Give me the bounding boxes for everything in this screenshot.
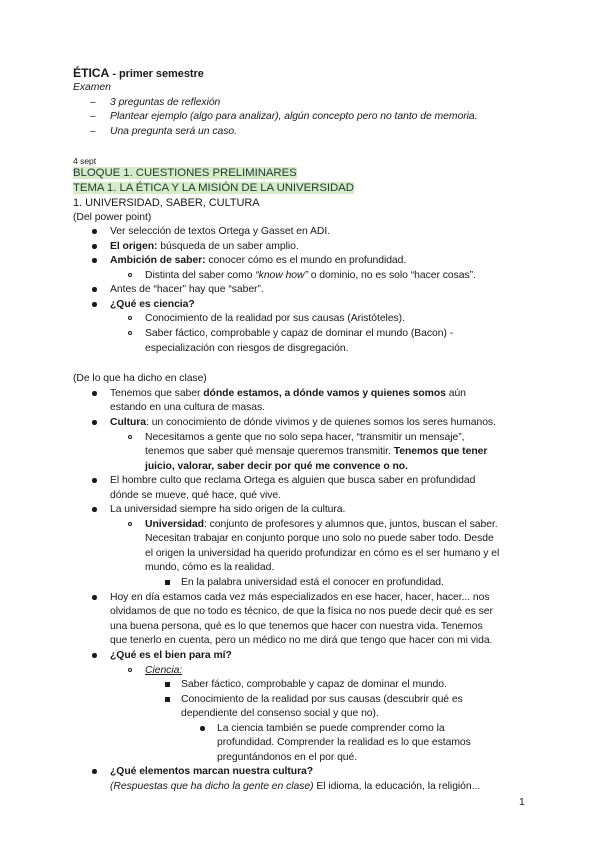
clase-subsubbullet: Saber fáctico, comprobable y capaz de dominar el mundo. <box>181 679 447 690</box>
bullet-dot <box>92 769 97 774</box>
bullet-dot <box>92 507 97 512</box>
bullet-circle <box>128 435 132 439</box>
section-heading: 1. UNIVERSIDAD, SABER, CULTURA <box>73 197 260 209</box>
ppt-subbullet: Conocimiento de la realidad por sus causas (Aristóteles). <box>145 313 405 324</box>
page-number: 1 <box>519 797 525 808</box>
bullet-dot <box>92 302 97 307</box>
bloque-heading: BLOQUE 1. CUESTIONES PRELIMINARES <box>73 167 297 179</box>
clase-subbullet: Ciencia: <box>145 665 183 676</box>
clase-bullet: Tenemos que saber dónde estamos, a dónde vamos y quienes somos aún <box>110 388 466 399</box>
clase-bullet: La universidad siempre ha sido origen de la cultura. <box>110 504 346 515</box>
ppt-label: (Del power point) <box>73 212 152 223</box>
document-title: ÉTICA - primer semestre <box>73 66 204 80</box>
bullet-dot <box>92 420 97 425</box>
clase-subbullet-cont: juicio, valorar, saber decir por qué me convence o no. <box>145 461 408 472</box>
ppt-bullet: Ambición de saber: conocer cómo es el mundo en profundidad. <box>110 255 407 266</box>
exam-item: 3 preguntas de reflexión <box>110 97 221 108</box>
clase-subbullet-cont: tenemos que saber qué mensaje queremos transmitir. Tenemos que tener <box>145 446 488 457</box>
clase-bullet-cont: olvidamos de que no todo es técnico, de que la física no nos puede decir qué es ser <box>110 606 493 617</box>
bullet-dot <box>200 726 205 731</box>
clase-bullet-cont: estando en una cultura de masas. <box>110 402 265 413</box>
tema-heading: TEMA 1. LA ÉTICA Y LA MISIÓN DE LA UNIVERSIDAD <box>73 182 354 194</box>
bullet-circle <box>128 316 132 320</box>
bullet-circle <box>128 331 132 335</box>
dash-marker: – <box>90 97 96 108</box>
exam-item: Una pregunta será un caso. <box>110 126 237 137</box>
date-label: 4 sept <box>73 156 97 166</box>
clase-bullet-cont: (Respuestas que ha dicho la gente en clase) El idioma, la educación, la religión... <box>110 781 481 792</box>
ppt-bullet: Ver selección de textos Ortega y Gasset en ADI. <box>110 226 331 237</box>
ppt-subbullet: Saber fáctico, comprobable y capaz de dominar el mundo (Bacon) - <box>145 328 454 339</box>
bullet-dot <box>92 478 97 483</box>
dash-marker: – <box>90 126 96 137</box>
bullet-circle <box>128 522 132 526</box>
clase-label: (De lo que ha dicho en clase) <box>73 373 207 384</box>
ppt-subbullet-cont: especialización con riesgos de disgregación. <box>145 343 349 354</box>
ppt-bullet: El origen: búsqueda de un saber amplio. <box>110 241 299 252</box>
clase-bullet: Hoy en día estamos cada vez más especializados en ese hacer, hacer, hacer... nos <box>110 592 490 603</box>
bullet-circle <box>128 273 132 277</box>
bullet-dot <box>92 653 97 658</box>
bullet-dot <box>92 287 97 292</box>
clase-bullet: El hombre culto que reclama Ortega es alguien que busca saber en profundidad <box>110 475 476 486</box>
ppt-bullet: Antes de “hacer” hay que “saber”. <box>110 284 264 295</box>
bullet-dot <box>92 391 97 396</box>
ppt-bullet: ¿Qué es ciencia? <box>110 299 195 310</box>
clase-bullet: Cultura: un conocimiento de dónde vivimos y de quienes somos los seres humanos. <box>110 417 496 428</box>
clase-bullet-cont: dónde se mueve, qué hace, qué vive. <box>110 490 281 501</box>
bullet-dot <box>92 244 97 249</box>
clase-bullet: ¿Qué es el bien para mí? <box>110 650 232 661</box>
bullet-circle <box>128 668 132 672</box>
bullet-dot <box>92 258 97 263</box>
dash-marker: – <box>90 111 96 122</box>
clase-subbullet-cont: mundo, cómo es la realidad. <box>145 562 275 573</box>
exam-label: Examen <box>73 82 111 93</box>
clase-subsubbullet: En la palabra universidad está el conocer en profundidad. <box>181 577 444 588</box>
clase-bullet-cont: una buena persona, qué es lo que tenemos que hacer con nuestra vida. Tenemos <box>110 621 483 632</box>
clase-level4-bullet-cont: preguntándonos en el por qué. <box>217 752 358 763</box>
bullet-square <box>165 682 170 687</box>
clase-level4-bullet-cont: profundidad. Comprender la realidad es lo que estamos <box>217 737 471 748</box>
clase-subbullet-cont: Necesitan trabajar en conjunto porque uno solo no puede saber todo. Desde <box>145 533 494 544</box>
exam-item: Plantear ejemplo (algo para analizar), algún concepto pero no tanto de memoria. <box>110 111 478 122</box>
clase-subbullet: Universidad: conjunto de profesores y alumnos que, juntos, buscan el saber. <box>145 519 498 530</box>
clase-bullet: ¿Qué elementos marcan nuestra cultura? <box>110 766 314 777</box>
clase-subsubbullet: Conocimiento de la realidad por sus causas (descubrir qué es <box>181 694 463 705</box>
bullet-square <box>165 697 170 702</box>
bullet-square <box>165 580 170 585</box>
clase-bullet-cont: que tenerlo en cuenta, pero un médico no me dirá que tengo que hacer con mi vida. <box>110 635 493 646</box>
bullet-dot <box>92 595 97 600</box>
clase-subbullet: Necesitamos a gente que no solo sepa hacer, “transmitir un mensaje”, <box>145 432 465 443</box>
clase-subbullet-cont: el origen la universidad ha querido profundizar en cómo es el ser humano y el <box>145 548 500 559</box>
ppt-subbullet: Distinta del saber como “know how” o dominio, no es solo “hacer cosas”. <box>145 270 476 281</box>
bullet-dot <box>92 229 97 234</box>
clase-level4-bullet: La ciencia también se puede comprender como la <box>217 723 445 734</box>
clase-subsubbullet-cont: dependiente del consenso social y que no). <box>181 708 379 719</box>
